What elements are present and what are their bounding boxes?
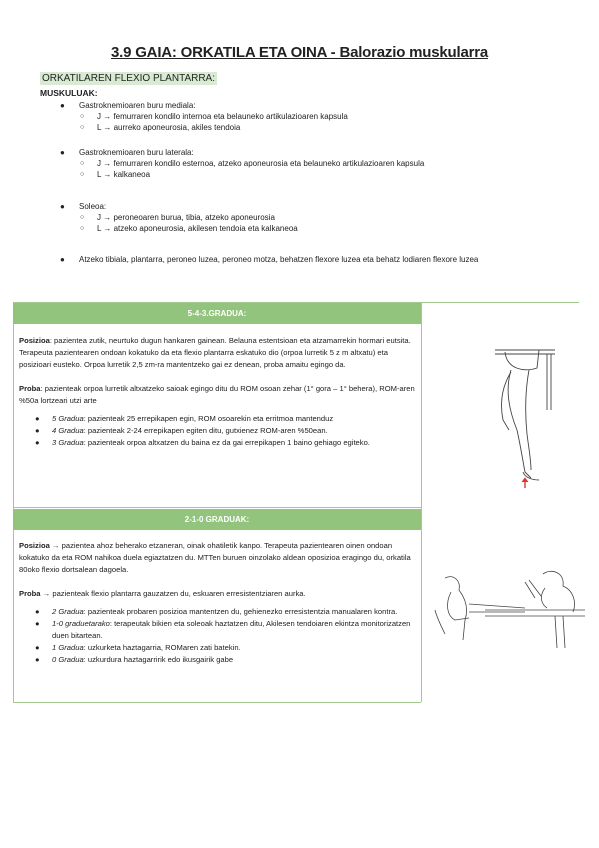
position-paragraph: Posizioa: pazientea zutik, neurtuko dugun hankaren gainean. Belauna estentsioan eta atzamarrekin hormari eutsita. Terapeuta pazientearen ondoan kokatuko da eta flexio plantarra eskatuko dio (orpoa lurretik 5 z m altxatu) eta posizioari eusteko. Orpoa lurretik 2,5 zm-ra mantentzeko gai ez denean, proba amaitu egingo da. [19,336,411,369]
grade-high-content [19,335,415,449]
bullet-icon: ● [60,101,65,110]
grade-high-header: 5-4-3.GRADUA: [13,303,421,324]
muscle-name: Atzeko tibiala, plantarra, peroneo luzea, peroneo motza, behatzen flexore luzea eta behatz lodiaren flexore luzea [79,255,479,264]
page-title: 3.9 GAIA: ORKATILA ETA OINA - Balorazio muskularra [111,44,488,61]
position-paragraph: Posizioa → pazientea ahoz beherako etzaneran, oinak ohatiletik kanpo. Terapeuta pazientearen oinen ondoan kokatuko da eta ROM nahikoa duela egiaztatzen du. MTTen buruen oinzolako aldean oposizioa eragingo du, orkatila 80oko flexio dortsalean dagoela. [19,541,411,574]
grade-low-content [19,540,415,666]
muscle-detail: ○ J → femurraren kondilo internoa eta belauneko artikulazioaren kapsula [80,112,348,121]
muscle-item [60,254,560,265]
circle-bullet-icon: ○ [80,113,85,120]
circle-bullet-icon: ○ [80,171,85,178]
test-paragraph: Proba → pazienteak flexio plantarra gauzatzen du, eskuaren erresistentziaren aurka. [19,589,306,598]
muscle-name: Gastroknemioaren buru laterala: [79,148,194,157]
muscle-name: Soleoa: [79,202,107,211]
muscle-item [60,201,560,212]
muscles-heading: MUSKULUAK: [40,88,98,98]
prone-test-illustration [425,568,585,648]
list-item: ● 4 Gradua: pazienteak 2-24 errepikapen egiten ditu, gutxienez ROM-aren %50ean. [35,426,328,435]
grade-list [19,606,415,666]
bullet-icon: ● [60,148,65,157]
circle-bullet-icon: ○ [80,160,85,167]
muscle-detail: ○ J → femurraren kondilo esternoa, atzeko aponeurosia eta belauneko artikulazioaren kapsula [80,159,425,168]
table-border [13,702,421,703]
muscle-item [60,147,560,158]
muscle-name: Gastroknemioaren buru mediala: [79,101,196,110]
list-item: ● 3 Gradua: pazienteak orpoa altxatzen du baina ez da gai errepikapen 1 baino gehiago egiteko. [35,438,370,447]
table-border [13,507,421,508]
muscle-detail: ○ J → peroneoaren burua, tibia, atzeko aponeurosia [80,213,275,222]
table-border [421,302,422,702]
circle-bullet-icon: ○ [80,225,85,232]
bullet-icon: ● [60,255,65,264]
muscle-details [60,158,560,180]
list-item: ● 1 Gradua: uzkurketa haztagarria, ROMaren zati batekin. [35,643,241,652]
list-item: ● 5 Gradua: pazienteak 25 errepikapen egin, ROM osoarekin eta erritmoa mantenduz [35,414,334,423]
muscle-list [60,100,560,265]
grade-low-header: 2-1-0 GRADUAK: [13,509,421,530]
muscle-details [60,111,560,133]
bullet-icon: ● [60,202,65,211]
grade-list [19,413,415,449]
muscle-details [60,212,560,234]
list-item: ● 0 Gradua: uzkurdura haztagarririk edo ikusgairik gabe [35,655,234,664]
muscle-item [60,100,560,111]
section-heading: ORKATILAREN FLEXIO PLANTARRA: [42,73,216,84]
list-item: ● 1-0 graduetarako: terapeutak bikien eta soleoak haztatzen ditu, Akilesen tendoiaren ekintza monitorizatzen duen bitartean. [35,619,411,640]
muscle-detail: ○ L → kalkaneoa [80,170,151,179]
circle-bullet-icon: ○ [80,124,85,131]
list-item: ● 2 Gradua: pazienteak probaren posizioa mantentzen du, gehienezko erresistentzia manualaren kontra. [35,607,398,616]
table-border [13,302,14,702]
muscle-detail: ○ L → aurreko aponeurosia, akiles tendoia [80,123,241,132]
test-paragraph: Proba: pazienteak orpoa lurretik altxatzeko saioak egingo ditu du ROM osoan zehar (1° gora – 1° behera), ROM-aren %50a lortzeari utzi arte [19,384,415,405]
heel-raise-illustration [495,330,555,490]
muscle-detail: ○ L → atzeko aponeurosia, akilesen tendoia eta kalkaneoa [80,224,298,233]
circle-bullet-icon: ○ [80,214,85,221]
